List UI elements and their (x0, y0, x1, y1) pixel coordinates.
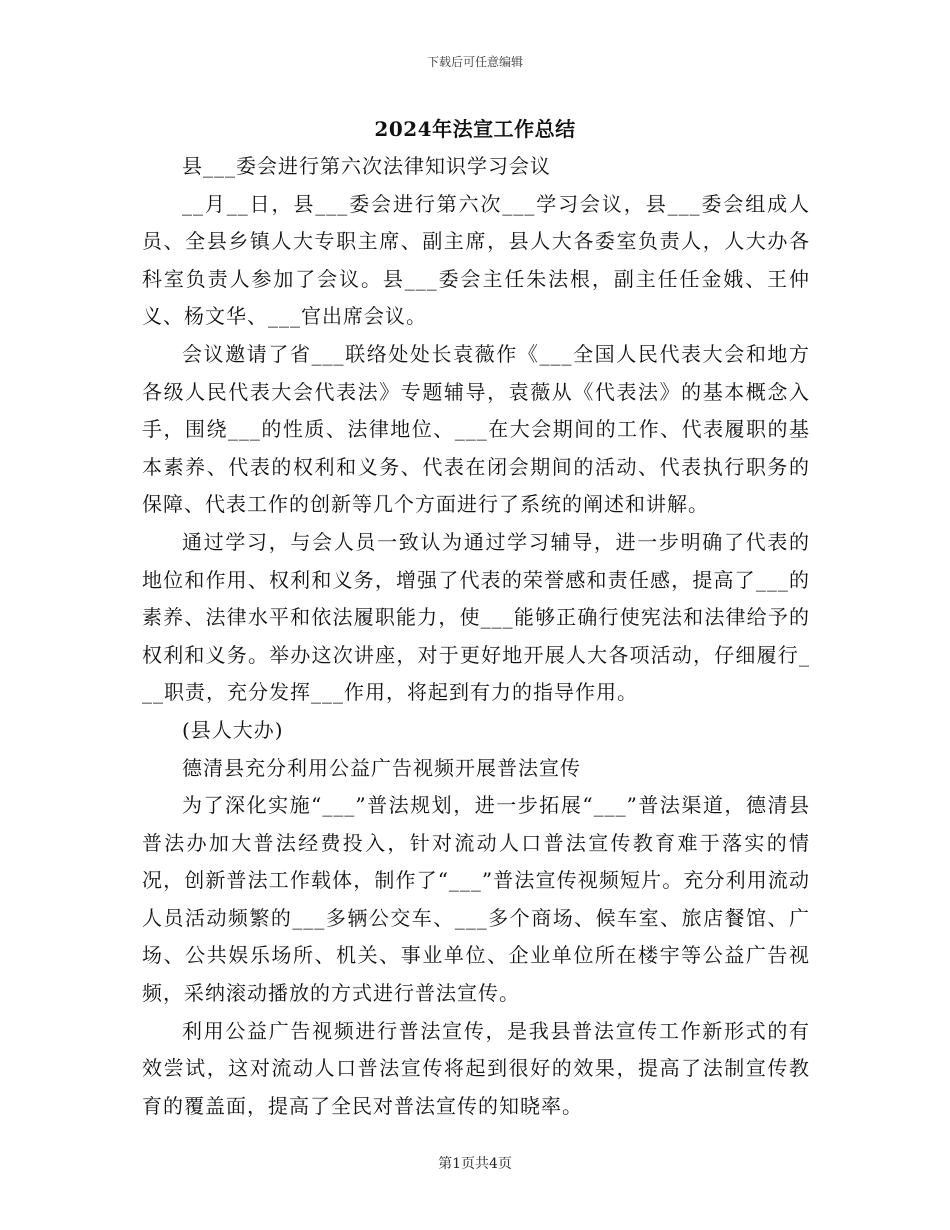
document-body (142, 148, 810, 1125)
page-number: 第1页共4页 (438, 1156, 512, 1172)
source-note: (县人大办) (182, 717, 284, 742)
paragraph-meeting-attendance: __月__日，县___委会进行第六次___学习会议，县___委会组成人员、全县乡镇人大专职主席、副主席，县人大各委室负责人，人大办各科室负责人参加了会议。县___委会主任朱法根，副主任任金娥、王仲义、杨文华、___官出席会议。 (142, 191, 810, 329)
section-heading-deqing: 德清县充分利用公益广告视频开展普法宣传 (182, 755, 581, 780)
header-note: 下载后可任意编辑 (426, 55, 523, 69)
paragraph-learning-outcome: 通过学习，与会人员一致认为通过学习辅导，进一步明确了代表的地位和作用、权利和义务，增强了代表的荣誉感和责任感，提高了___的素养、法律水平和依法履职能力，使___能够正确行使宪法和法律给予的权利和义务。举办这次讲座，对于更好地开展人大各项活动，仔细履行___职责，充分发挥___作用，将起到有力的指导作用。 (142, 529, 810, 705)
paragraph-deqing-video: 为了深化实施“___”普法规划，进一步拓展“___”普法渠道，德清县普法办加大普法经费投入，针对流动人口普法宣传教育难于落实的情况，创新普法工作载体，制作了“___”普法宣传视频短片。充分利用流动人员活动频繁的___多辆公交车、___多个商场、候车室、旅店餐馆、广场、公共娱乐场所、机关、事业单位、企业单位所在楼宇等公益广告视频，采纳滚动播放的方式进行普法宣传。 (142, 793, 810, 1006)
paragraph-deqing-effect: 利用公益广告视频进行普法宣传，是我县普法宣传工作新形式的有效尝试，这对流动人口普法宣传将起到很好的效果，提高了法制宣传教育的覆盖面，提高了全民对普法宣传的知晓率。 (142, 1018, 810, 1118)
document-title: 2024年法宣工作总结 (374, 117, 576, 141)
paragraph-lecture: 会议邀请了省___联络处处长袁薇作《___全国人民代表大会和地方各级人民代表大会代表法》专题辅导，袁薇从《代表法》的基本概念入手，围绕___的性质、法律地位、___在大会期间的工作、代表履职的基本素养、代表的权利和义务、代表在闭会期间的活动、代表执行职务的保障、代表工作的创新等几个方面进行了系统的阐述和讲解。 (142, 341, 810, 517)
section-heading-meeting: 县___委会进行第六次法律知识学习会议 (182, 154, 551, 178)
